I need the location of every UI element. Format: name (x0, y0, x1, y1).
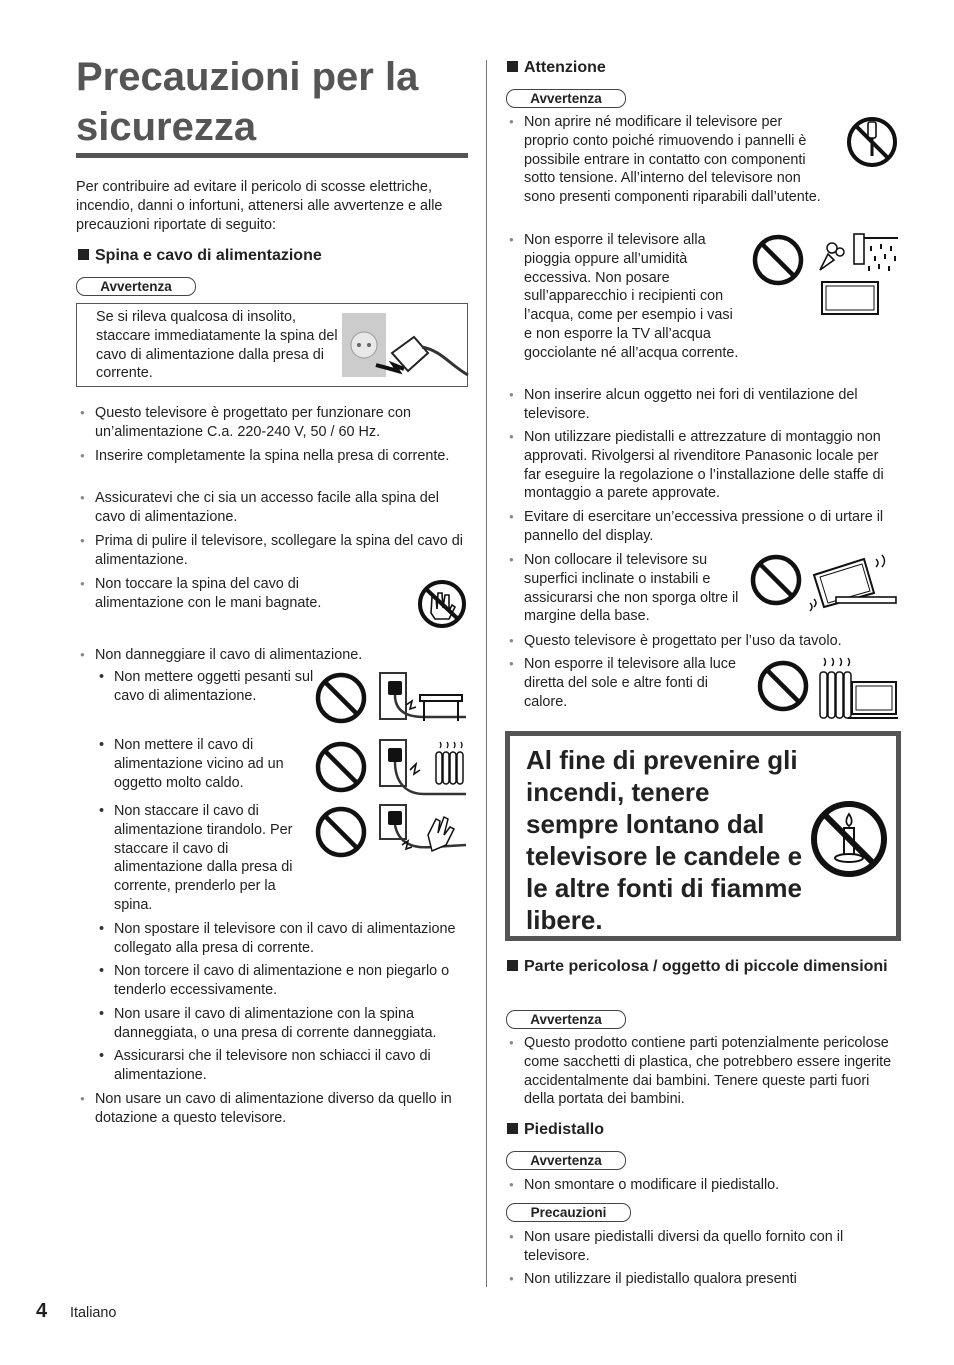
square-bullet-icon (507, 960, 518, 971)
language-label: Italiano (70, 1305, 117, 1321)
cord-near-heater-icon (380, 740, 466, 798)
list-item: ● Non smontare o modificare il piedistallo. (524, 1176, 896, 1195)
list-item: ● Non utilizzare piedistalli e attrezzature di montaggio non approvati. Rivolgersi al rivenditore Panasonic locale per far eseguire la regolazione o l’installazione delle staffe di montaggio a parete approvate. (524, 428, 896, 503)
fire-warning-text: Al fine di prevenire gli incendi, tenere sempre lontano dal televisore le candele e le altre fonti di fiamme libere. (526, 745, 803, 935)
sub-list-item: • Non staccare il cavo di alimentazione tirandolo. Per staccare il cavo di alimentazione dalla presa di corrente, prenderlo per la spina. (114, 802, 314, 915)
sub-list-item: • Non mettere il cavo di alimentazione vicino ad un oggetto molto caldo. (114, 736, 314, 792)
prohibited-icon (314, 740, 368, 794)
sub-list-item: • Assicurarsi che il televisore non schiacci il cavo di alimentazione. (114, 1047, 468, 1085)
warning-badge: Avvertenza (506, 1151, 626, 1170)
unstable-tv-icon (810, 555, 898, 613)
list-item: ● Questo prodotto contiene parti potenzialmente pericolose come sacchetti di plastica, che potrebbero essere ingerite accidentalmente dai bambini. Tenere queste parti fuori della portata dei bambini. (524, 1034, 896, 1109)
page-number: 4 (36, 1300, 48, 1322)
list-item: ● Non utilizzare il piedistallo qualora presenti (524, 1270, 896, 1289)
do-not-disassemble-icon (846, 116, 898, 168)
pulling-cord-icon (380, 805, 466, 863)
list-item: ● Evitare di esercitare un’eccessiva pressione o di urtare il pannello del display. (524, 508, 896, 546)
intro-text: Per contribuire ad evitare il pericolo di scosse elettriche, incendio, danni o infortuni, attenersi alle avvertenze e alle precauzioni riportate di seguito: (76, 179, 443, 233)
heavy-object-on-cord-icon (380, 673, 466, 723)
list-item: ● Non usare un cavo di alimentazione diverso da quello in dotazione a questo televisore. (95, 1090, 468, 1128)
wet-hands-prohibited-icon (417, 579, 467, 629)
prohibited-icon (749, 553, 803, 607)
section-heading-piedistallo: Piedistallo (507, 1119, 897, 1141)
warning-box (76, 303, 468, 387)
list-item: ● Prima di pulire il televisore, scollegare la spina del cavo di alimentazione. (95, 532, 468, 570)
list-item: ● Non toccare la spina del cavo di alimentazione con le mani bagnate. (95, 575, 345, 613)
page-title: Precauzioni per la sicurezza (76, 55, 419, 149)
caution-badge: Precauzioni (506, 1203, 631, 1222)
prohibited-icon (314, 805, 368, 859)
list-item: ● Non collocare il televisore su superfici inclinate o instabili e assicurarsi che non sporga oltre il margine della base. (524, 551, 739, 626)
prohibited-icon (751, 233, 805, 287)
list-item: ● Non inserire alcun oggetto nei fori di ventilazione del televisore. (524, 386, 896, 424)
sub-list-item: • Non usare il cavo di alimentazione con la spina danneggiata, o una presa di corrente danneggiata. (114, 1005, 468, 1043)
square-bullet-icon (78, 249, 89, 260)
list-item: ● Non esporre il televisore alla luce diretta del sole e altre fonti di calore. (524, 655, 739, 711)
section-heading-attenzione: Attenzione (507, 57, 897, 79)
unplug-illustration-icon (342, 313, 468, 379)
square-bullet-icon (507, 61, 518, 72)
rain-vase-tv-icon (810, 232, 898, 320)
list-item: ● Questo televisore è progettato per funzionare con un’alimentazione C.a. 220-240 V, 50 / 60 Hz. (95, 404, 468, 442)
column-divider (486, 60, 487, 1287)
title-rule (76, 153, 468, 158)
list-item: ● Non aprire né modificare il televisore per proprio conto poiché rimuovendo i pannelli è possibile entrare in contatto con componenti sotto tensione. All’interno del televisore non sono presenti componenti riparabili dall’utente. (524, 113, 824, 207)
sub-list-item: • Non torcere il cavo di alimentazione e non piegarlo o tenderlo eccessivamente. (114, 962, 468, 1000)
warning-badge: Avvertenza (506, 89, 626, 108)
list-item: ● Inserire completamente la spina nella presa di corrente. (95, 447, 468, 466)
fire-warning-box (505, 731, 901, 941)
warning-badge: Avvertenza (76, 277, 196, 296)
warning-badge: Avvertenza (506, 1010, 626, 1029)
section-heading-spina: Spina e cavo di alimentazione (78, 245, 468, 267)
list-item: ● Assicuratevi che ci sia un accesso facile alla spina del cavo di alimentazione. (95, 489, 468, 527)
prohibited-icon (314, 671, 368, 725)
list-item: ● Questo televisore è progettato per l’uso da tavolo. (524, 632, 896, 651)
warning-box-text: Se si rileva qualcosa di insolito, staccare immediatamente la spina del cavo di alimentazione dalla presa di corrente. (96, 309, 338, 382)
list-item: ● Non esporre il televisore alla pioggia oppure all’umidità eccessiva. Non posare sull’apparecchio i recipienti con l’acqua, come per esempio i vasi e non esporre la TV all’acqua gocciolante né all’acqua corrente. (524, 231, 739, 363)
list-item: ● Non usare piedistalli diversi da quello fornito con il televisore. (524, 1228, 896, 1266)
no-open-flame-icon (808, 798, 890, 880)
square-bullet-icon (507, 1123, 518, 1134)
prohibited-icon (756, 659, 810, 713)
heat-source-tv-icon (818, 656, 898, 720)
list-item: ● Non danneggiare il cavo di alimentazione. (95, 646, 468, 665)
sub-list-item: • Non spostare il televisore con il cavo di alimentazione collegato alla presa di corrente. (114, 920, 468, 958)
section-heading-parte: Parte pericolosa / oggetto di piccole dimensioni (507, 956, 897, 978)
sub-list-item: • Non mettere oggetti pesanti sul cavo di alimentazione. (114, 668, 314, 706)
